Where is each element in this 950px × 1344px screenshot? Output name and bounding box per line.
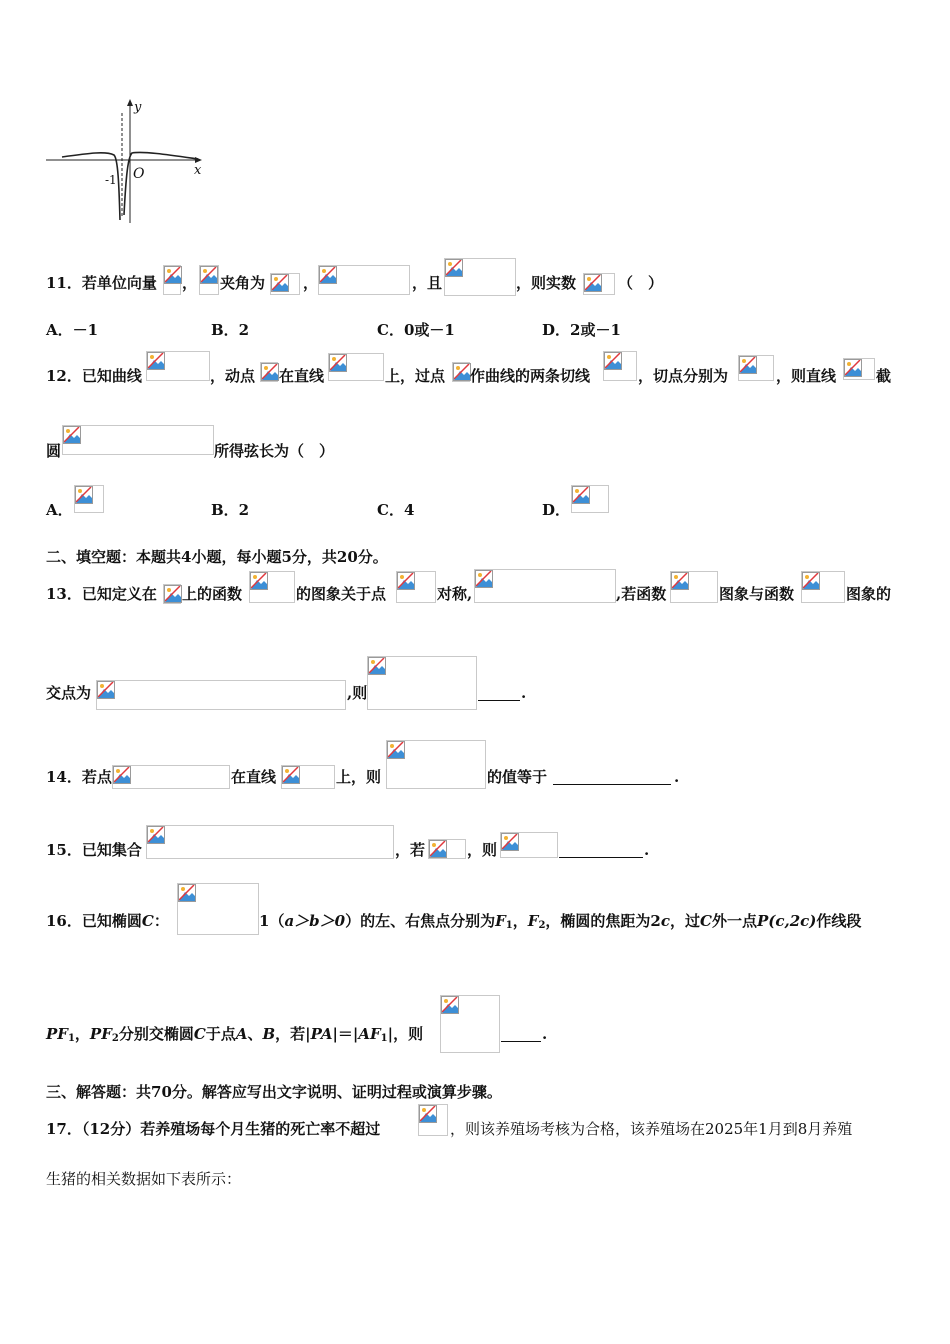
q14-text-2: 在直线 xyxy=(231,768,277,786)
q16-pf2-sub: 2 xyxy=(111,1033,119,1044)
broken-image-icon xyxy=(739,356,757,374)
broken-image-icon xyxy=(75,486,93,504)
q13-text-3: 的图象关于点 xyxy=(296,585,387,603)
q17-text-2: ，则该养殖场考核为合格，该养殖场在2025年1月到8月养殖 xyxy=(450,1120,853,1138)
q16-text-11: |＝| xyxy=(332,1025,359,1043)
q13-formula-r xyxy=(163,584,181,604)
q11-formula-b xyxy=(199,265,219,295)
q12-text-7: ，则直线 xyxy=(776,367,837,385)
q14-answer-blank[interactable] xyxy=(553,784,671,785)
q16-text-7: 分别交椭圆 xyxy=(118,1025,194,1043)
q13-text-5: ,若函数 xyxy=(616,585,667,603)
q16-text-1: 16．已知椭圆 xyxy=(46,912,142,930)
q12-option-b: B．2 xyxy=(211,501,250,519)
q15-formula-set xyxy=(146,825,394,859)
broken-image-icon xyxy=(178,884,196,902)
section-3-heading: 三、解答题：共70分。解答应写出文字说明、证明过程或演算步骤。 xyxy=(46,1083,502,1101)
q16-f1-sub: 1 xyxy=(505,920,513,931)
q11-text-4: ， xyxy=(303,274,319,292)
q16-condition: a＞b＞0 xyxy=(284,912,346,930)
q15-text-4: . xyxy=(644,841,650,859)
q13-text-8: 交点为 xyxy=(46,684,92,702)
q16-text-9: 、 xyxy=(247,1025,263,1043)
q13-formula-point xyxy=(396,571,436,603)
q12-option-d-formula xyxy=(571,485,609,513)
broken-image-icon xyxy=(250,572,268,590)
section-2-heading: 二、填空题：本题共4小题，每小题5分，共20分。 xyxy=(46,548,388,566)
q14-formula-line xyxy=(281,765,335,789)
q14-text-1: 14．若点 xyxy=(46,768,112,786)
broken-image-icon xyxy=(271,274,289,292)
q17-text-3: 生猪的相关数据如下表所示： xyxy=(46,1170,242,1188)
q16-line-1 xyxy=(46,911,169,931)
broken-image-icon xyxy=(147,826,165,844)
broken-image-icon xyxy=(368,657,386,675)
q16-formula-ellipse xyxy=(177,883,259,935)
broken-image-icon xyxy=(429,840,447,858)
q11-option-d: D．2或－1 xyxy=(542,321,621,339)
q11-formula-a xyxy=(163,265,181,295)
q12-formula-p xyxy=(260,362,278,382)
q16-c3: C xyxy=(700,912,712,930)
q16-f2: F xyxy=(527,912,539,930)
q11-text-7: （ ） xyxy=(618,274,664,292)
q12-formula-ab2 xyxy=(843,358,875,380)
q12-formula-ab xyxy=(738,355,774,381)
broken-image-icon xyxy=(453,363,471,381)
q16-comma-1: ， xyxy=(512,912,528,930)
q13-formula-points xyxy=(96,680,346,710)
q16-one: 1 xyxy=(259,912,270,930)
q12-option-d: D． xyxy=(542,501,571,519)
broken-image-icon xyxy=(164,266,182,284)
q11-text-3: 夹角为 xyxy=(220,274,266,292)
broken-image-icon xyxy=(419,1105,437,1123)
q13-formula-f xyxy=(249,571,295,603)
q16-f2-sub: 2 xyxy=(538,920,546,931)
q12-text-4: 上，过点 xyxy=(385,367,446,385)
broken-image-icon xyxy=(584,274,602,292)
q16-text-6: 作线段 xyxy=(816,912,862,930)
q16-c-label: C xyxy=(141,912,154,930)
q16-paren-r: ） xyxy=(345,912,361,930)
q16-text-3: ，椭圆的焦距为2 xyxy=(545,912,661,930)
q11-formula-d xyxy=(444,258,516,296)
q15-text-3: ，则 xyxy=(467,841,498,859)
q16-point-a: A xyxy=(235,1025,248,1043)
q12-text-3: 在直线 xyxy=(279,367,325,385)
q16-pf2: PF xyxy=(89,1025,112,1043)
q15-formula-cond xyxy=(428,839,466,859)
broken-image-icon xyxy=(572,486,590,504)
q16-text-10: ，若| xyxy=(275,1025,311,1043)
broken-image-icon xyxy=(97,681,115,699)
broken-image-icon xyxy=(113,766,131,784)
q16-text-4: ，过 xyxy=(670,912,701,930)
q12-formula-curve xyxy=(146,351,210,381)
q15-text-1: 15．已知集合 xyxy=(46,841,142,859)
broken-image-icon xyxy=(445,259,463,277)
q16-point-p: P(c,2c) xyxy=(756,912,817,930)
q14-formula-expr xyxy=(386,740,486,789)
q13-formula-g xyxy=(670,571,718,603)
q13-formula-relation xyxy=(474,569,616,603)
q16-f1: F xyxy=(495,912,506,930)
q17-formula-rate xyxy=(418,1104,448,1136)
function-graph xyxy=(40,95,220,230)
q15-text-2: ，若 xyxy=(395,841,426,859)
q15-formula-ans xyxy=(500,832,558,858)
q12-text-2: ，动点 xyxy=(210,367,256,385)
q13-text-2: 上的函数 xyxy=(182,585,243,603)
x-axis-label: x xyxy=(194,163,202,178)
q11-option-c: C．0或－1 xyxy=(377,321,455,339)
q16-af1: AF xyxy=(358,1025,381,1043)
broken-image-icon xyxy=(164,585,182,603)
q13-answer-blank[interactable] xyxy=(478,700,520,701)
q12-option-c: C．4 xyxy=(377,501,415,519)
q16-pa: PA xyxy=(310,1025,333,1043)
q16-text-5: 外一点 xyxy=(711,912,757,930)
q12-text-5: 作曲线的两条切线 xyxy=(470,367,591,385)
q11-option-b: B．2 xyxy=(211,321,250,339)
q16-text-2: 的左、右焦点分别为 xyxy=(360,912,496,930)
q16-paren-l: （ xyxy=(269,912,285,930)
broken-image-icon xyxy=(604,352,622,370)
broken-image-icon xyxy=(441,996,459,1014)
q11-formula-c xyxy=(318,265,410,295)
neg-one-label: -1 xyxy=(105,173,117,187)
q16-text-12: |，则 xyxy=(387,1025,424,1043)
q12-formula-p2 xyxy=(452,362,470,382)
q11-formula-angle xyxy=(270,273,300,295)
broken-image-icon xyxy=(397,572,415,590)
q13-text-4: 对称, xyxy=(437,585,473,603)
q12-text-8: 截 xyxy=(876,367,892,385)
q13-text-10: . xyxy=(521,684,527,702)
broken-image-icon xyxy=(671,572,689,590)
q11-text-6: ，则实数 xyxy=(516,274,577,292)
q11-text-2: ， xyxy=(182,274,198,292)
q12-formula-line xyxy=(328,353,384,381)
q12-text-9: 圆 xyxy=(46,442,62,460)
broken-image-icon xyxy=(147,352,165,370)
q12-option-a-formula xyxy=(74,485,104,513)
q13-formula-sum xyxy=(367,656,477,710)
q16-pf1: PF xyxy=(46,1025,68,1043)
q17-text-1: 17．（12分）若养殖场每个月生猪的死亡率不超过 xyxy=(46,1120,381,1138)
broken-image-icon xyxy=(844,359,862,377)
q16-formula-ans xyxy=(440,995,500,1053)
q11-text-1: 11．若单位向量 xyxy=(46,274,157,292)
q14-text-3: 上，则 xyxy=(336,768,382,786)
q16-point-b: B xyxy=(262,1025,276,1043)
q12-formula-circle xyxy=(62,425,214,455)
broken-image-icon xyxy=(475,570,493,588)
q12-text-1: 12．已知曲线 xyxy=(46,367,142,385)
q11-formula-k xyxy=(583,273,615,295)
q13-text-7: 图象的 xyxy=(846,585,892,603)
q16-c2: c xyxy=(660,912,670,930)
q12-formula-tangents xyxy=(603,351,637,381)
q11-text-5: ，且 xyxy=(412,274,443,292)
y-axis-label: y xyxy=(134,100,142,115)
q12-text-10: 所得弦长为（ ） xyxy=(214,442,335,460)
broken-image-icon xyxy=(282,766,300,784)
q15-answer-blank[interactable] xyxy=(559,857,643,858)
q16-af1-sub: 1 xyxy=(380,1033,388,1044)
q11-option-a: A．－1 xyxy=(46,321,99,339)
broken-image-icon xyxy=(63,426,81,444)
broken-image-icon xyxy=(387,741,405,759)
q14-text-5: . xyxy=(674,768,680,786)
q16-text-1b: ： xyxy=(153,912,169,930)
q12-option-a: A． xyxy=(46,501,73,519)
q14-formula-point xyxy=(112,765,230,789)
q16-pf1-sub: 1 xyxy=(67,1033,75,1044)
q13-formula-f2 xyxy=(801,571,845,603)
broken-image-icon xyxy=(200,266,218,284)
q16-comma-2: ， xyxy=(74,1025,90,1043)
q16-line-1b xyxy=(259,911,861,936)
q16-text-13: . xyxy=(542,1025,548,1043)
broken-image-icon xyxy=(261,363,279,381)
q12-text-6: ，切点分别为 xyxy=(638,367,729,385)
q13-text-1: 13．已知定义在 xyxy=(46,585,157,603)
q16-text-8: 于点 xyxy=(205,1025,236,1043)
broken-image-icon xyxy=(802,572,820,590)
q13-text-9: ,则 xyxy=(347,684,368,702)
q13-text-6: 图象与函数 xyxy=(719,585,795,603)
broken-image-icon xyxy=(319,266,337,284)
broken-image-icon xyxy=(329,354,347,372)
q16-c4: C xyxy=(193,1025,206,1043)
q14-text-4: 的值等于 xyxy=(487,768,548,786)
broken-image-icon xyxy=(501,833,519,851)
origin-label: O xyxy=(133,166,145,182)
q16-line-2 xyxy=(46,1024,423,1049)
q16-answer-blank[interactable] xyxy=(501,1041,541,1042)
